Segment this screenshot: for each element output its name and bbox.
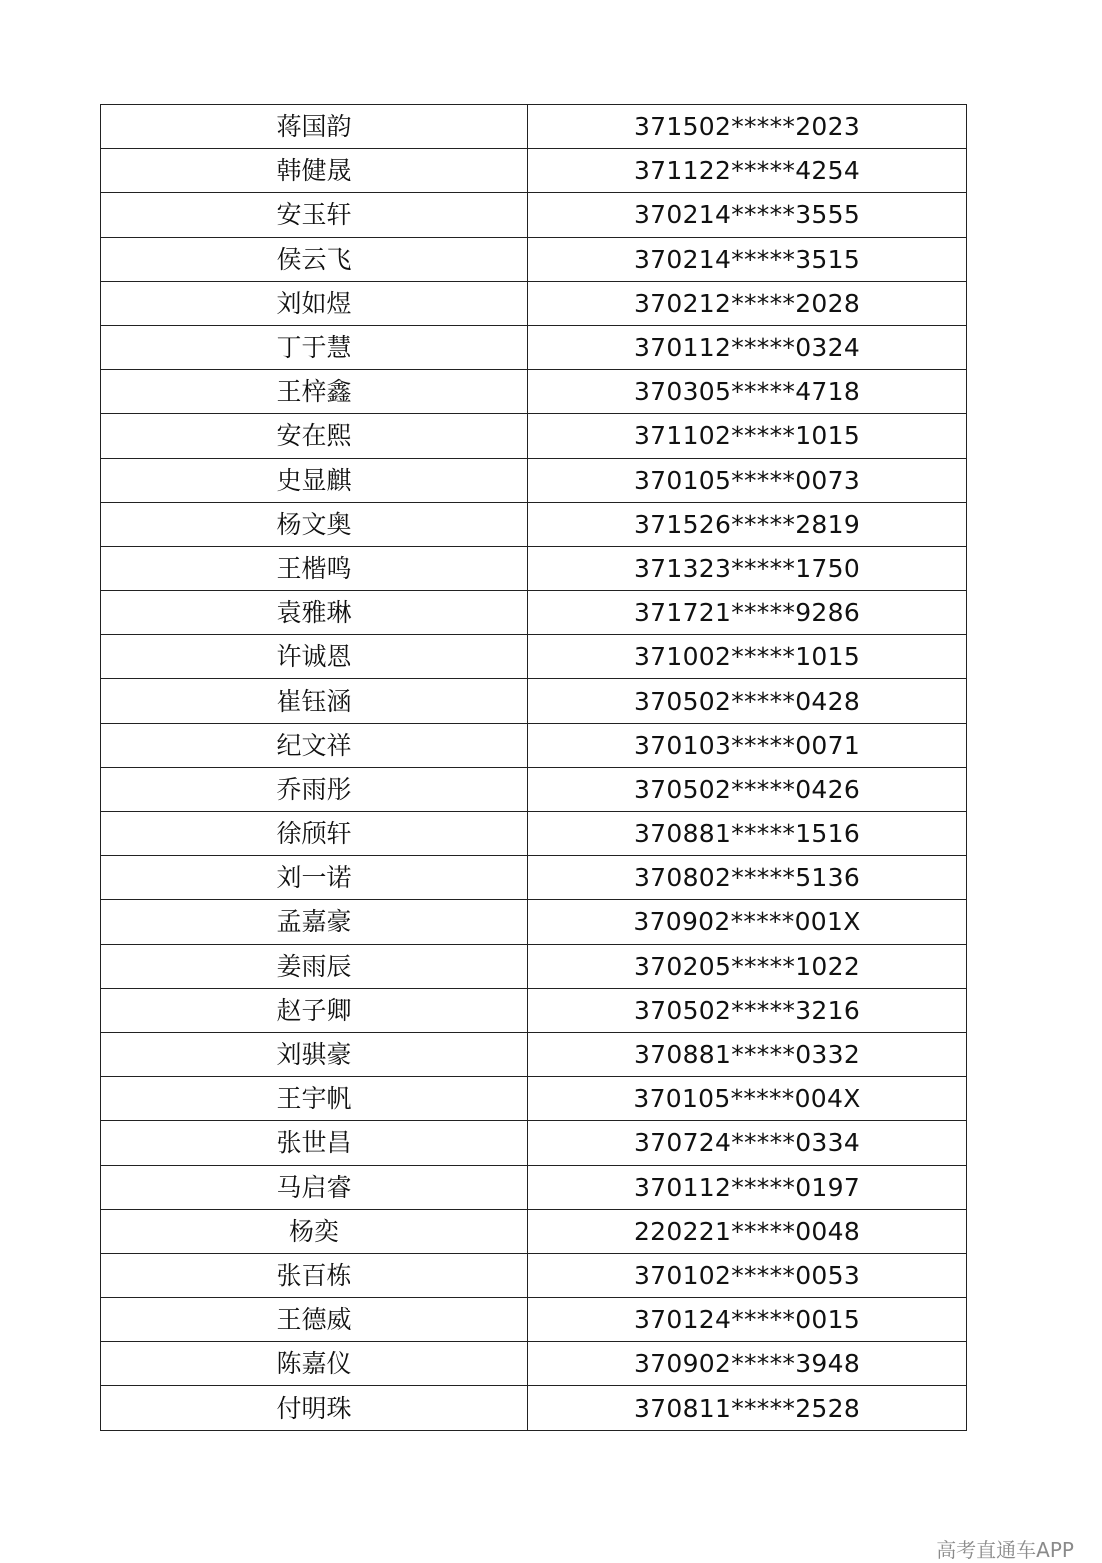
id-number-cell: 370305*****4718 xyxy=(528,370,967,414)
name-cell: 王楷鸣 xyxy=(101,546,528,590)
name-cell: 侯云飞 xyxy=(101,237,528,281)
id-number-cell: 370902*****001X xyxy=(528,900,967,944)
id-number-cell: 370881*****1516 xyxy=(528,812,967,856)
name-cell: 纪文祥 xyxy=(101,723,528,767)
id-number-cell: 370205*****1022 xyxy=(528,944,967,988)
table-row xyxy=(101,856,967,900)
table-row xyxy=(101,1298,967,1342)
table-row xyxy=(101,1253,967,1297)
name-cell: 蒋国韵 xyxy=(101,105,528,149)
name-cell: 丁于慧 xyxy=(101,325,528,369)
table-row xyxy=(101,458,967,502)
name-cell: 刘一诺 xyxy=(101,856,528,900)
roster-table-body xyxy=(101,105,967,1431)
table-row xyxy=(101,546,967,590)
id-number-cell: 370502*****3216 xyxy=(528,988,967,1032)
name-cell: 张世昌 xyxy=(101,1121,528,1165)
table-row xyxy=(101,149,967,193)
id-number-cell: 370214*****3515 xyxy=(528,237,967,281)
name-cell: 徐颀轩 xyxy=(101,812,528,856)
table-row xyxy=(101,1386,967,1430)
id-number-cell: 370811*****2528 xyxy=(528,1386,967,1430)
table-row xyxy=(101,1077,967,1121)
id-number-cell: 371526*****2819 xyxy=(528,502,967,546)
id-number-cell: 371002*****1015 xyxy=(528,635,967,679)
table-row xyxy=(101,812,967,856)
table-row xyxy=(101,105,967,149)
name-cell: 安玉轩 xyxy=(101,193,528,237)
name-cell: 张百栋 xyxy=(101,1253,528,1297)
name-cell: 许诚恩 xyxy=(101,635,528,679)
table-row xyxy=(101,1032,967,1076)
table-row xyxy=(101,281,967,325)
name-cell: 史显麒 xyxy=(101,458,528,502)
watermark-text: 高考直通车APP xyxy=(936,1538,1074,1562)
table-row xyxy=(101,1342,967,1386)
table-row xyxy=(101,502,967,546)
name-cell: 刘骐豪 xyxy=(101,1032,528,1076)
id-number-cell: 371122*****4254 xyxy=(528,149,967,193)
name-cell: 杨文奥 xyxy=(101,502,528,546)
name-cell: 马启睿 xyxy=(101,1165,528,1209)
id-number-cell: 370112*****0197 xyxy=(528,1165,967,1209)
table-row xyxy=(101,370,967,414)
table-row xyxy=(101,193,967,237)
name-cell: 乔雨彤 xyxy=(101,767,528,811)
name-cell: 王德威 xyxy=(101,1298,528,1342)
id-number-cell: 370502*****0428 xyxy=(528,679,967,723)
name-cell: 姜雨辰 xyxy=(101,944,528,988)
id-number-cell: 370214*****3555 xyxy=(528,193,967,237)
id-number-cell: 370881*****0332 xyxy=(528,1032,967,1076)
id-number-cell: 370724*****0334 xyxy=(528,1121,967,1165)
id-number-cell: 370212*****2028 xyxy=(528,281,967,325)
table-row xyxy=(101,679,967,723)
id-number-cell: 370105*****004X xyxy=(528,1077,967,1121)
table-row xyxy=(101,900,967,944)
id-number-cell: 370112*****0324 xyxy=(528,325,967,369)
table-row xyxy=(101,237,967,281)
name-cell: 付明珠 xyxy=(101,1386,528,1430)
id-number-cell: 220221*****0048 xyxy=(528,1209,967,1253)
name-cell: 王宇帆 xyxy=(101,1077,528,1121)
roster-table xyxy=(100,104,967,1431)
id-number-cell: 371102*****1015 xyxy=(528,414,967,458)
table-row xyxy=(101,1209,967,1253)
id-number-cell: 371323*****1750 xyxy=(528,546,967,590)
name-cell: 王梓鑫 xyxy=(101,370,528,414)
name-cell: 袁雅琳 xyxy=(101,591,528,635)
id-number-cell: 370124*****0015 xyxy=(528,1298,967,1342)
table-row xyxy=(101,635,967,679)
name-cell: 崔钰涵 xyxy=(101,679,528,723)
id-number-cell: 370902*****3948 xyxy=(528,1342,967,1386)
table-row xyxy=(101,1121,967,1165)
id-number-cell: 370102*****0053 xyxy=(528,1253,967,1297)
id-number-cell: 370502*****0426 xyxy=(528,767,967,811)
id-number-cell: 370105*****0073 xyxy=(528,458,967,502)
id-number-cell: 371721*****9286 xyxy=(528,591,967,635)
name-cell: 杨奕 xyxy=(101,1209,528,1253)
name-cell: 赵子卿 xyxy=(101,988,528,1032)
table-row xyxy=(101,591,967,635)
table-row xyxy=(101,767,967,811)
table-row xyxy=(101,325,967,369)
table-row xyxy=(101,944,967,988)
table-row xyxy=(101,414,967,458)
name-cell: 陈嘉仪 xyxy=(101,1342,528,1386)
table-row xyxy=(101,1165,967,1209)
table-row xyxy=(101,723,967,767)
name-cell: 孟嘉豪 xyxy=(101,900,528,944)
id-number-cell: 371502*****2023 xyxy=(528,105,967,149)
table-row xyxy=(101,988,967,1032)
id-number-cell: 370103*****0071 xyxy=(528,723,967,767)
name-cell: 刘如煜 xyxy=(101,281,528,325)
name-cell: 安在熙 xyxy=(101,414,528,458)
name-cell: 韩健晟 xyxy=(101,149,528,193)
id-number-cell: 370802*****5136 xyxy=(528,856,967,900)
